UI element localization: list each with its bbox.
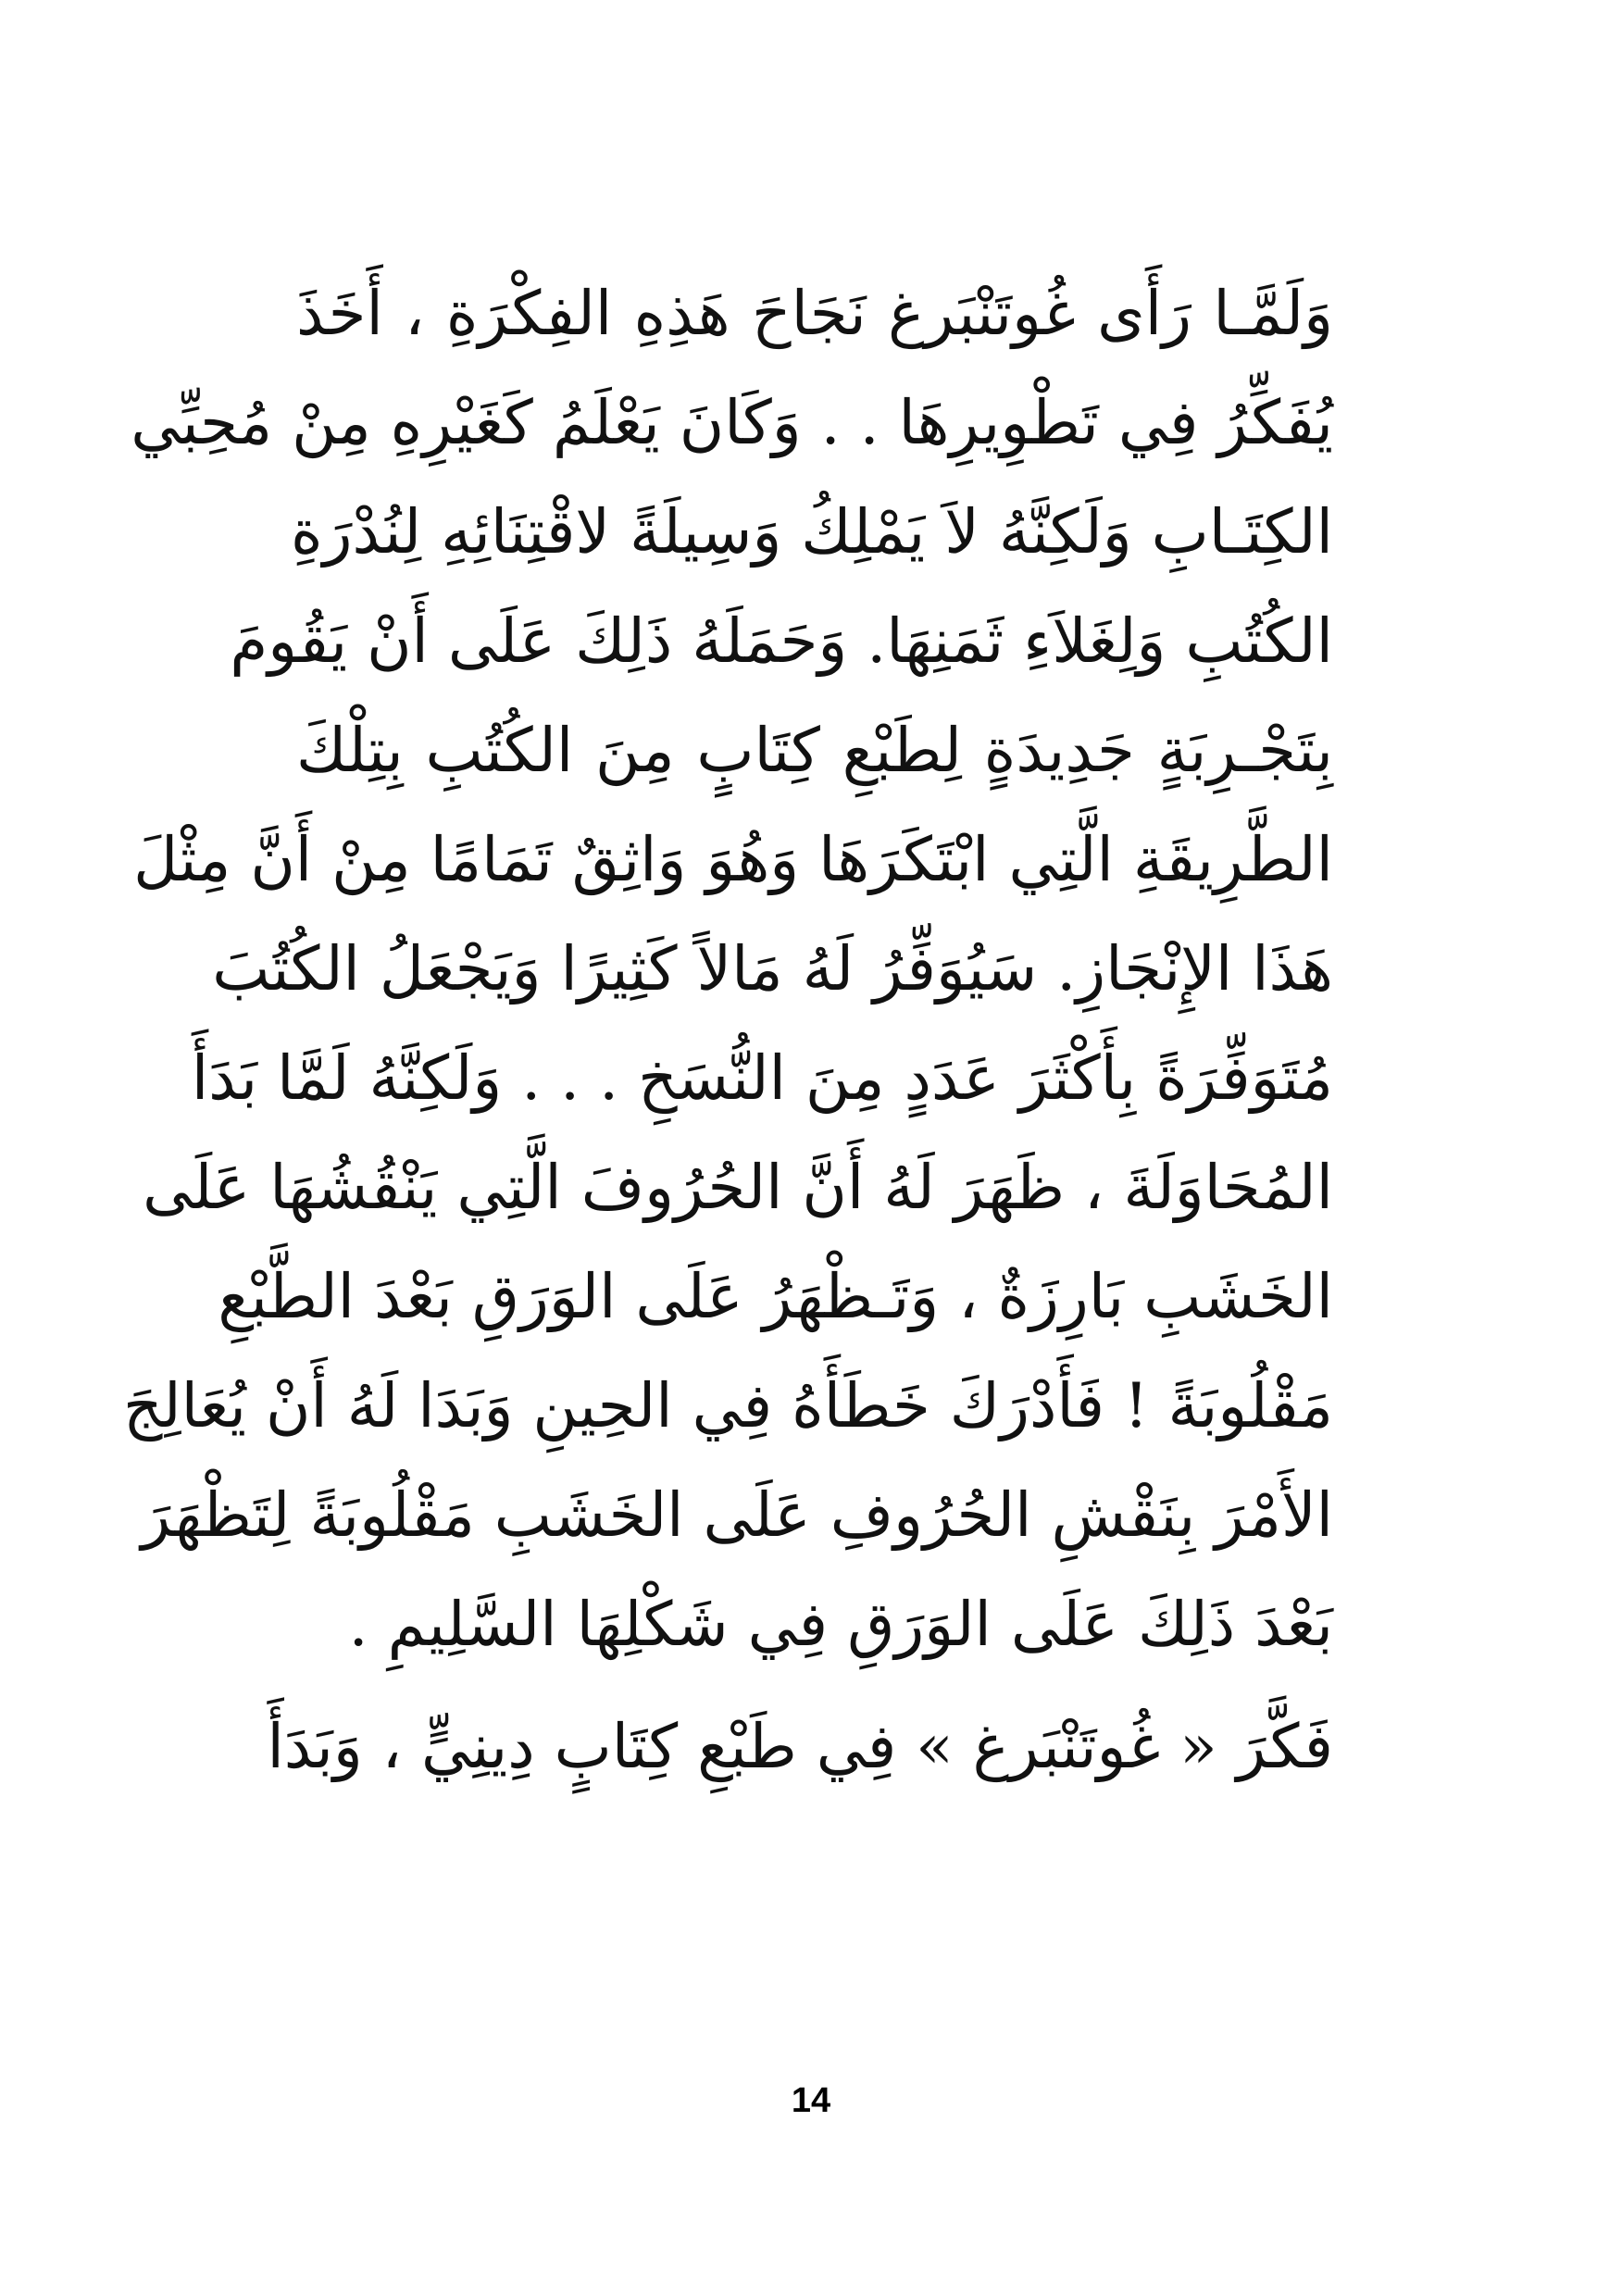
body-text bbox=[122, 259, 1333, 1802]
text-line: بِتَجْـرِبَةٍ جَدِيدَةٍ لِطَبْعِ كِتَابٍ مِنَ الكُتُبِ بِتِلْكَ bbox=[296, 715, 1333, 786]
paragraph bbox=[122, 259, 1333, 1679]
text-line: بَعْدَ ذَلِكَ عَلَى الوَرَقِ فِي شَكْلِهَا السَّلِيمِ . bbox=[348, 1589, 1333, 1660]
text-line: الخَشَبِ بَارِزَةٌ ، وَتَـظْهَرُ عَلَى الوَرَقِ بَعْدَ الطَّبْعِ bbox=[218, 1261, 1333, 1332]
text-line: مَقْلُوبَةً ! فَأَدْرَكَ خَطَأَهُ فِي الحِينِ وَبَدَا لَهُ أَنْ يُعَالِجَ bbox=[122, 1370, 1333, 1441]
paragraph-gap bbox=[296, 1679, 1333, 1692]
text-line: الطَّرِيقَةِ الَّتِي ابْتَكَرَهَا وَهُوَ وَاثِقٌ تَمَامًا مِنْ أَنَّ مِثْلَ bbox=[133, 824, 1333, 895]
text-line: الكِتَـابِ وَلَكِنَّهُ لاَ يَمْلِكُ وَسِيلَةً لاقْتِنَائِهِ لِنُدْرَةِ bbox=[291, 496, 1333, 568]
text-line: المُحَاوَلَةَ ، ظَهَرَ لَهُ أَنَّ الحُرُوفَ الَّتِي يَنْقُشُهَا عَلَى bbox=[143, 1152, 1333, 1223]
text-line: وَلَمَّـا رَأَى غُوتَنْبَرغ نَجَاحَ هَذِهِ الفِكْرَةِ ، أَخَذَ bbox=[296, 278, 1333, 349]
text-line: الأَمْرَ بِنَقْشِ الحُرُوفِ عَلَى الخَشَبِ مَقْلُوبَةً لِتَظْهَرَ bbox=[141, 1479, 1333, 1551]
text-line: الكُتُبِ وَلِغَلاَءِ ثَمَنِهَا. وَحَمَلَهُ ذَلِكَ عَلَى أَنْ يَقُومَ bbox=[230, 605, 1333, 677]
text-line: فَكَّرَ « غُوتَنْبَرغ » فِي طَبْعِ كِتَابٍ دِينِيٍّ ، وَبَدَأَ bbox=[267, 1711, 1333, 1782]
text-line: يُفَكِّرُ فِي تَطْوِيرِهَا . . وَكَانَ يَعْلَمُ كَغَيْرِهِ مِنْ مُحِبِّي bbox=[131, 387, 1333, 458]
text-line: مُتَوَفِّرَةً بِأَكْثَرَ عَدَدٍ مِنَ النُّسَخِ . . . وَلَكِنَّهُ لَمَّا بَدَأَ bbox=[191, 1042, 1333, 1114]
page-number: 14 bbox=[791, 2081, 831, 2120]
paragraph bbox=[267, 1692, 1333, 1802]
text-line: هَذَا الإِنْجَازِ. سَيُوَفِّرُ لَهُ مَالاً كَثِيرًا وَيَجْعَلُ الكُتُبَ bbox=[212, 933, 1333, 1004]
